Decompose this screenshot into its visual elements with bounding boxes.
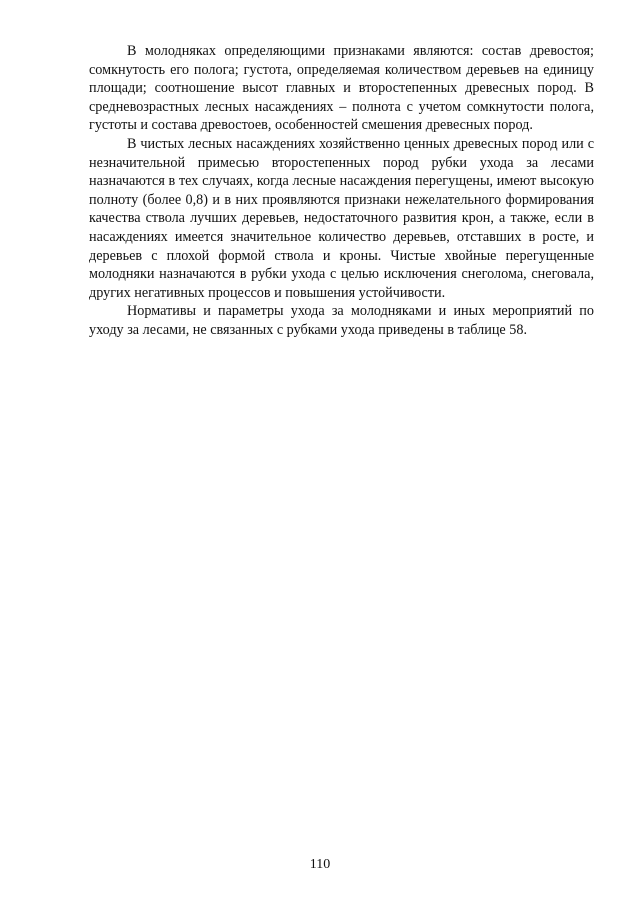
body-text [89,42,594,340]
page-number: 110 [309,857,331,872]
paragraph-1: В молодняках определяющими признаками являются: состав древостоя; сомкнутость его полога; густота, определяемая количеством деревьев на единицу площади; соотношение высот главных и второстепенных древесных пород. В средневозрастных лесных насаждениях – полнота с учетом сомкнутости полога, густоты и состава древостоев, особенностей смешения древесных пород. [89,43,594,134]
paragraph-2: В чистых лесных насаждениях хозяйственно ценных древесных пород или с незначительной примесью второстепенных пород рубки ухода за лесами назначаются в тех случаях, когда лесные насаждения перегущены, имеют высокую полноту (более 0,8) и в них проявляются признаки нежелательного формирования качества ствола лучших деревьев, недостаточного развития крон, а также, если в насаждениях имеется значительное количество деревьев, отставших в росте, и деревьев с плохой формой ствола и кроны. Чистые хвойные перегущенные молодняки назначаются в рубки ухода с целью исключения снеголома, снеговала, других негативных процессов и повышения устойчивости. [89,135,594,301]
paragraph-3: Нормативы и параметры ухода за молодняками и иных мероприятий по уходу за лесами, не связанных с рубками ухода приведены в таблице 58. [89,303,594,338]
